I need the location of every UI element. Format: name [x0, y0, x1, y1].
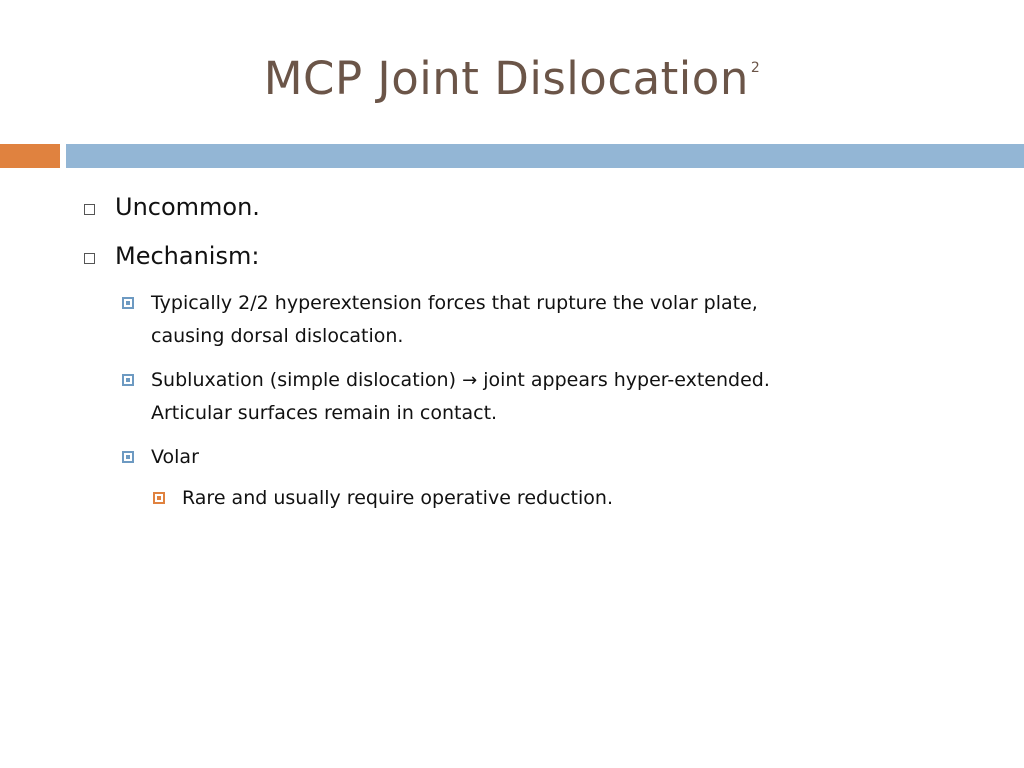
- slide-title-superscript: 2: [750, 60, 761, 76]
- filled-square-bullet-icon: [153, 492, 165, 504]
- bullet-typically-line1: Typically 2/2 hyperextension forces that rupture the volar plate,: [151, 292, 758, 314]
- bullet-typically: [151, 287, 951, 353]
- filled-square-bullet-icon: [122, 451, 134, 463]
- bullet-subluxation-part2: joint appears hyper-extended.: [483, 369, 770, 391]
- filled-square-bullet-icon: [122, 374, 134, 386]
- square-bullet-icon: [84, 253, 95, 264]
- bullet-subluxation-line1: [151, 364, 991, 397]
- bullet-volar: Volar: [151, 446, 199, 468]
- right-arrow-icon: →: [462, 370, 478, 391]
- bullet-subluxation: [151, 364, 991, 430]
- square-bullet-icon: [84, 204, 95, 215]
- bullet-uncommon: Uncommon.: [115, 193, 260, 221]
- bullet-typically-line2: causing dorsal dislocation.: [151, 325, 404, 347]
- slide-title-text: MCP Joint Dislocation: [263, 52, 749, 105]
- bullet-mechanism: Mechanism:: [115, 242, 260, 270]
- bullet-subluxation-part1: Subluxation (simple dislocation): [151, 369, 457, 391]
- bullet-subluxation-line2: Articular surfaces remain in contact.: [151, 402, 498, 424]
- bullet-rare: Rare and usually require operative reduction.: [182, 487, 613, 509]
- filled-square-bullet-icon: [122, 297, 134, 309]
